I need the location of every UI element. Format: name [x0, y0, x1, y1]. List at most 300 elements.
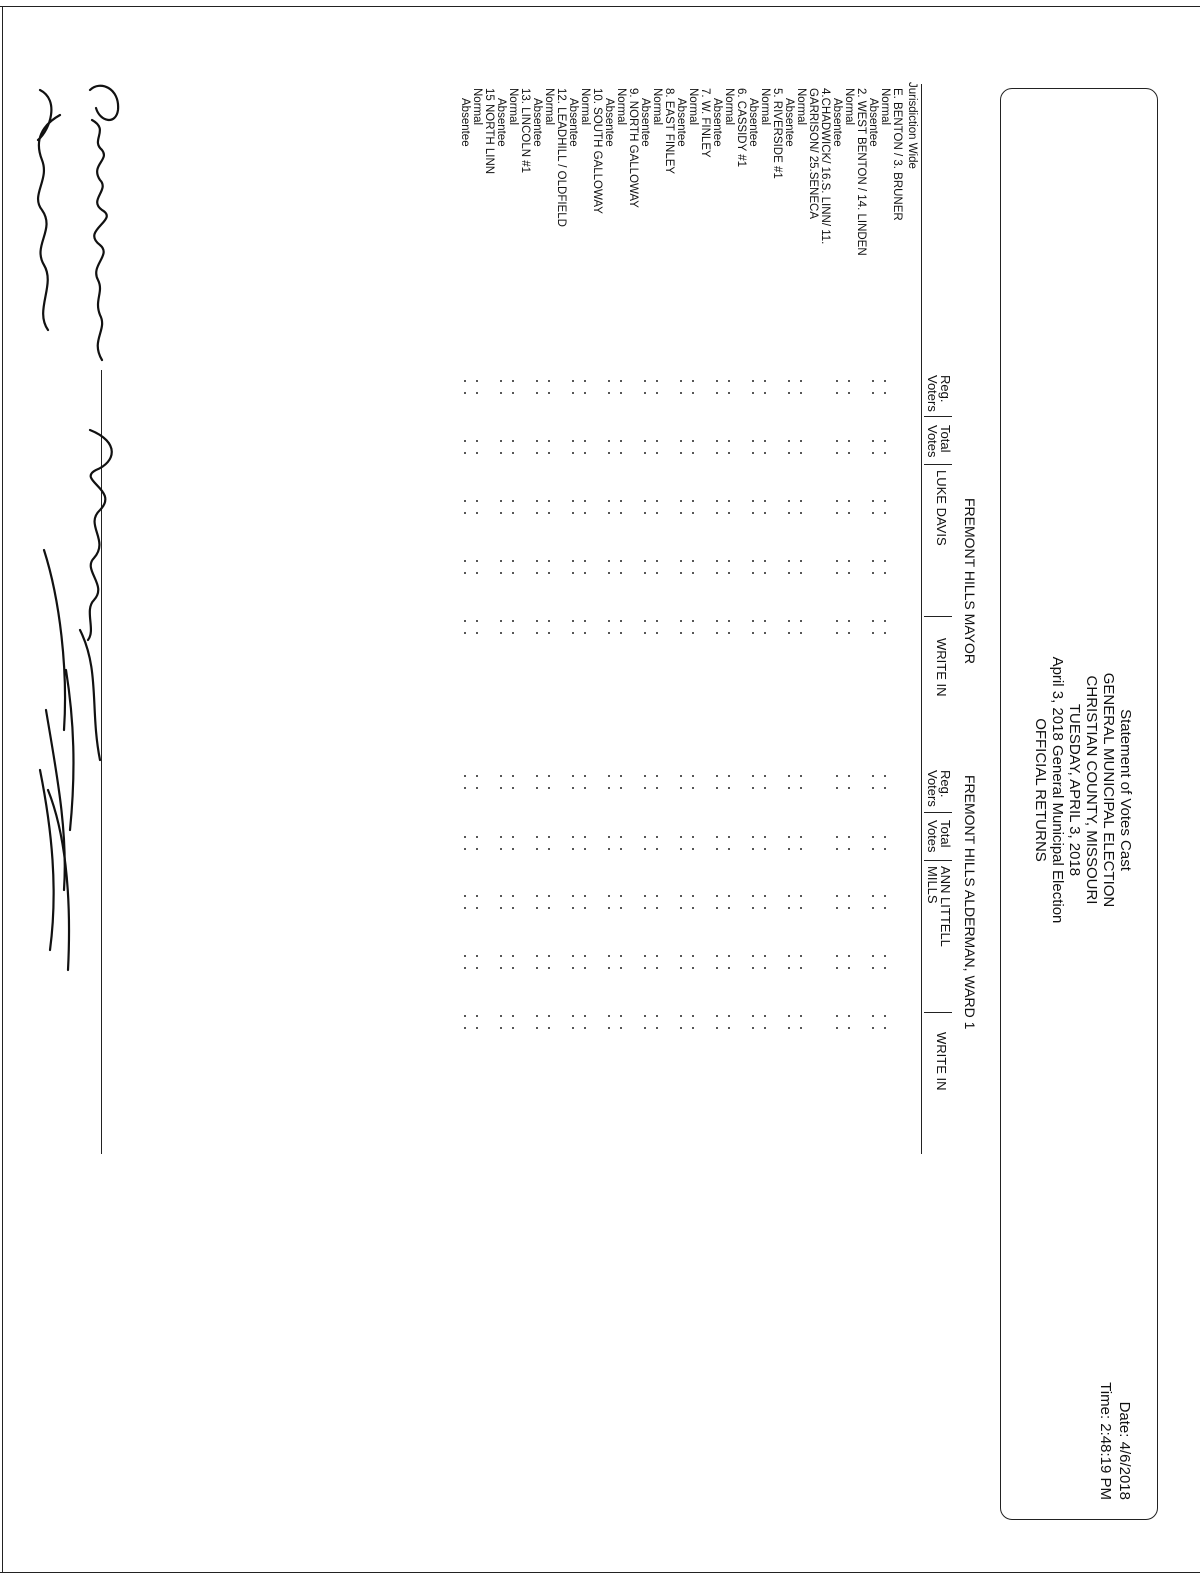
empty-cell-dot	[572, 380, 574, 382]
header-line-3: CHRISTIAN COUNTY, MISSOURI	[1083, 675, 1100, 905]
empty-cell-dot	[620, 955, 622, 957]
empty-cell-dot	[728, 392, 730, 394]
empty-cell-dot	[656, 380, 658, 382]
empty-cell-dot	[716, 380, 718, 382]
empty-cell-dot	[536, 572, 538, 574]
table-row	[868, 82, 878, 1082]
empty-cell-dot	[836, 440, 838, 442]
row-label: Absentee	[675, 98, 687, 147]
empty-cell-dot	[752, 1027, 754, 1029]
empty-cell-dot	[788, 440, 790, 442]
empty-cell-dot	[716, 775, 718, 777]
empty-cell-dot	[656, 1015, 658, 1017]
empty-cell-dot	[584, 512, 586, 514]
empty-cell-dot	[512, 620, 514, 622]
empty-cell-dot	[884, 392, 886, 394]
empty-cell-dot	[608, 836, 610, 838]
empty-cell-dot	[512, 560, 514, 562]
empty-cell-dot	[884, 512, 886, 514]
empty-cell-dot	[872, 775, 874, 777]
empty-cell-dot	[752, 392, 754, 394]
empty-cell-dot	[848, 907, 850, 909]
empty-cell-dot	[716, 836, 718, 838]
row-label: E. BENTON / 3. BRUNER	[891, 88, 903, 221]
empty-cell-dot	[620, 572, 622, 574]
empty-cell-dot	[884, 440, 886, 442]
empty-cell-dot	[728, 632, 730, 634]
table-row	[580, 82, 590, 1082]
empty-cell-dot	[512, 836, 514, 838]
row-label: Normal	[843, 88, 855, 126]
empty-cell-dot	[512, 380, 514, 382]
empty-cell-dot	[716, 620, 718, 622]
empty-cell-dot	[788, 452, 790, 454]
row-label: 15 NORTH LINN	[483, 88, 495, 175]
table-row	[520, 82, 530, 1082]
empty-cell-dot	[836, 895, 838, 897]
empty-cell-dot	[848, 500, 850, 502]
empty-cell-dot	[584, 620, 586, 622]
empty-cell-dot	[692, 955, 694, 957]
empty-cell-dot	[500, 787, 502, 789]
empty-cell-dot	[836, 500, 838, 502]
empty-cell-dot	[872, 452, 874, 454]
empty-cell-dot	[884, 572, 886, 574]
row-label: Absentee	[747, 98, 759, 147]
empty-cell-dot	[884, 787, 886, 789]
empty-cell-dot	[800, 512, 802, 514]
empty-cell-dot	[536, 967, 538, 969]
empty-cell-dot	[752, 620, 754, 622]
empty-cell-dot	[584, 392, 586, 394]
row-label: Normal	[879, 88, 891, 126]
empty-cell-dot	[716, 560, 718, 562]
empty-cell-dot	[680, 967, 682, 969]
row-label: Normal	[615, 88, 627, 126]
table-row	[712, 82, 722, 1082]
empty-cell-dot	[608, 787, 610, 789]
empty-cell-dot	[584, 632, 586, 634]
empty-cell-dot	[728, 836, 730, 838]
empty-cell-dot	[656, 632, 658, 634]
empty-cell-dot	[620, 1015, 622, 1017]
empty-cell-dot	[716, 1027, 718, 1029]
empty-cell-dot	[536, 955, 538, 957]
empty-cell-dot	[476, 836, 478, 838]
empty-cell-dot	[848, 848, 850, 850]
empty-cell-dot	[680, 632, 682, 634]
empty-cell-dot	[476, 620, 478, 622]
empty-cell-dot	[716, 452, 718, 454]
empty-cell-dot	[752, 895, 754, 897]
empty-cell-dot	[512, 392, 514, 394]
empty-cell-dot	[764, 452, 766, 454]
empty-cell-dot	[620, 452, 622, 454]
empty-cell-dot	[716, 907, 718, 909]
empty-cell-dot	[680, 907, 682, 909]
empty-cell-dot	[500, 440, 502, 442]
empty-cell-dot	[872, 848, 874, 850]
empty-cell-dot	[536, 512, 538, 514]
empty-cell-dot	[800, 775, 802, 777]
empty-cell-dot	[764, 1015, 766, 1017]
empty-cell-dot	[500, 392, 502, 394]
empty-cell-dot	[548, 836, 550, 838]
empty-cell-dot	[692, 848, 694, 850]
header-line-5: April 3, 2018 General Municipal Election	[1049, 656, 1066, 924]
empty-cell-dot	[716, 440, 718, 442]
row-label: Normal	[795, 88, 807, 126]
empty-cell-dot	[656, 392, 658, 394]
empty-cell-dot	[728, 895, 730, 897]
empty-cell-dot	[752, 632, 754, 634]
empty-cell-dot	[620, 500, 622, 502]
row-label: Normal	[723, 88, 735, 126]
empty-cell-dot	[464, 440, 466, 442]
empty-cell-dot	[680, 440, 682, 442]
empty-cell-dot	[608, 955, 610, 957]
empty-cell-dot	[500, 1015, 502, 1017]
empty-cell-dot	[884, 775, 886, 777]
empty-cell-dot	[656, 848, 658, 850]
empty-cell-dot	[872, 380, 874, 382]
table-row	[688, 82, 698, 1082]
empty-cell-dot	[884, 452, 886, 454]
empty-cell-dot	[584, 1015, 586, 1017]
row-label: Absentee	[567, 98, 579, 147]
empty-cell-dot	[764, 907, 766, 909]
empty-cell-dot	[884, 907, 886, 909]
empty-cell-dot	[584, 787, 586, 789]
empty-cell-dot	[764, 775, 766, 777]
empty-cell-dot	[512, 787, 514, 789]
empty-cell-dot	[464, 967, 466, 969]
empty-cell-dot	[464, 380, 466, 382]
empty-cell-dot	[788, 955, 790, 957]
empty-cell-dot	[548, 848, 550, 850]
empty-cell-dot	[764, 967, 766, 969]
table-row	[496, 82, 506, 1082]
empty-cell-dot	[500, 500, 502, 502]
empty-cell-dot	[692, 380, 694, 382]
empty-cell-dot	[716, 967, 718, 969]
empty-cell-dot	[716, 895, 718, 897]
empty-cell-dot	[800, 632, 802, 634]
empty-cell-dot	[752, 560, 754, 562]
row-label: Normal	[759, 88, 771, 126]
empty-cell-dot	[548, 392, 550, 394]
empty-cell-dot	[536, 907, 538, 909]
empty-cell-dot	[836, 848, 838, 850]
table-row	[820, 82, 830, 1082]
empty-cell-dot	[848, 836, 850, 838]
empty-cell-dot	[728, 787, 730, 789]
empty-cell-dot	[608, 392, 610, 394]
empty-cell-dot	[548, 967, 550, 969]
empty-cell-dot	[572, 775, 574, 777]
empty-cell-dot	[512, 1027, 514, 1029]
col-sep	[924, 812, 952, 813]
col-sep	[924, 464, 952, 465]
empty-cell-dot	[548, 895, 550, 897]
empty-cell-dot	[572, 572, 574, 574]
empty-cell-dot	[548, 907, 550, 909]
empty-cell-dot	[476, 787, 478, 789]
empty-cell-dot	[848, 620, 850, 622]
empty-cell-dot	[572, 500, 574, 502]
empty-cell-dot	[836, 512, 838, 514]
row-label: Normal	[579, 88, 591, 126]
row-label: Normal	[687, 88, 699, 126]
row-label: 10. SOUTH GALLOWAY	[591, 88, 603, 214]
empty-cell-dot	[608, 620, 610, 622]
empty-cell-dot	[512, 848, 514, 850]
empty-cell-dot	[728, 380, 730, 382]
empty-cell-dot	[656, 955, 658, 957]
empty-cell-dot	[620, 787, 622, 789]
empty-cell-dot	[500, 572, 502, 574]
empty-cell-dot	[584, 440, 586, 442]
empty-cell-dot	[548, 452, 550, 454]
empty-cell-dot	[476, 512, 478, 514]
empty-cell-dot	[872, 836, 874, 838]
table-row	[472, 82, 482, 1082]
empty-cell-dot	[512, 967, 514, 969]
empty-cell-dot	[572, 848, 574, 850]
empty-cell-dot	[788, 848, 790, 850]
empty-cell-dot	[728, 620, 730, 622]
empty-cell-dot	[872, 620, 874, 622]
empty-cell-dot	[692, 967, 694, 969]
empty-cell-dot	[536, 440, 538, 442]
empty-cell-dot	[572, 440, 574, 442]
empty-cell-dot	[584, 500, 586, 502]
table-row	[760, 82, 770, 1082]
empty-cell-dot	[836, 967, 838, 969]
empty-cell-dot	[644, 775, 646, 777]
empty-cell-dot	[800, 836, 802, 838]
empty-cell-dot	[476, 572, 478, 574]
empty-cell-dot	[548, 620, 550, 622]
empty-cell-dot	[692, 787, 694, 789]
empty-cell-dot	[728, 775, 730, 777]
empty-cell-dot	[692, 560, 694, 562]
empty-cell-dot	[656, 1027, 658, 1029]
table-row	[772, 82, 782, 1082]
empty-cell-dot	[656, 440, 658, 442]
empty-cell-dot	[464, 907, 466, 909]
empty-cell-dot	[656, 775, 658, 777]
empty-cell-dot	[464, 955, 466, 957]
empty-cell-dot	[728, 1015, 730, 1017]
empty-cell-dot	[548, 632, 550, 634]
empty-cell-dot	[620, 440, 622, 442]
empty-cell-dot	[620, 848, 622, 850]
empty-cell-dot	[500, 895, 502, 897]
empty-cell-dot	[572, 620, 574, 622]
empty-cell-dot	[572, 1015, 574, 1017]
empty-cell-dot	[644, 512, 646, 514]
empty-cell-dot	[848, 392, 850, 394]
empty-cell-dot	[764, 572, 766, 574]
empty-cell-dot	[836, 1015, 838, 1017]
empty-cell-dot	[656, 836, 658, 838]
empty-cell-dot	[572, 967, 574, 969]
table-row	[724, 82, 734, 1082]
empty-cell-dot	[752, 500, 754, 502]
empty-cell-dot	[848, 967, 850, 969]
empty-cell-dot	[644, 440, 646, 442]
empty-cell-dot	[872, 787, 874, 789]
empty-cell-dot	[728, 500, 730, 502]
row-label: Absentee	[867, 98, 879, 147]
header-line-6: OFFICIAL RETURNS	[1032, 718, 1049, 862]
table-row	[592, 82, 602, 1082]
empty-cell-dot	[680, 955, 682, 957]
empty-cell-dot	[476, 1027, 478, 1029]
empty-cell-dot	[872, 967, 874, 969]
empty-cell-dot	[716, 512, 718, 514]
empty-cell-dot	[848, 775, 850, 777]
jurisdiction-wide-label: Jurisdiction Wide	[906, 82, 918, 169]
empty-cell-dot	[680, 560, 682, 562]
empty-cell-dot	[884, 836, 886, 838]
row-label: Absentee	[831, 98, 843, 147]
empty-cell-dot	[500, 836, 502, 838]
empty-cell-dot	[836, 560, 838, 562]
empty-cell-dot	[788, 907, 790, 909]
empty-cell-dot	[752, 955, 754, 957]
col-write-in-alderman: WRITE IN	[934, 1032, 949, 1091]
empty-cell-dot	[476, 392, 478, 394]
empty-cell-dot	[788, 1015, 790, 1017]
empty-cell-dot	[848, 955, 850, 957]
table-row	[736, 82, 746, 1082]
empty-cell-dot	[692, 440, 694, 442]
row-label: Normal	[471, 88, 483, 126]
empty-cell-dot	[656, 452, 658, 454]
empty-cell-dot	[536, 848, 538, 850]
empty-cell-dot	[548, 572, 550, 574]
empty-cell-dot	[836, 392, 838, 394]
table-row	[640, 82, 650, 1082]
empty-cell-dot	[656, 500, 658, 502]
row-label: 12. LEADHILL / OLDFIELD	[555, 88, 567, 227]
empty-cell-dot	[656, 512, 658, 514]
empty-cell-dot	[548, 787, 550, 789]
empty-cell-dot	[800, 572, 802, 574]
empty-cell-dot	[788, 620, 790, 622]
empty-cell-dot	[728, 452, 730, 454]
empty-cell-dot	[872, 440, 874, 442]
report-date: Date: 4/6/2018	[1116, 1401, 1133, 1500]
empty-cell-dot	[608, 632, 610, 634]
empty-cell-dot	[644, 895, 646, 897]
empty-cell-dot	[692, 775, 694, 777]
table-row	[532, 82, 542, 1082]
empty-cell-dot	[680, 452, 682, 454]
row-label: 9. NORTH GALLOWAY	[627, 88, 639, 208]
empty-cell-dot	[788, 775, 790, 777]
empty-cell-dot	[476, 895, 478, 897]
empty-cell-dot	[848, 560, 850, 562]
empty-cell-dot	[752, 775, 754, 777]
empty-cell-dot	[512, 452, 514, 454]
empty-cell-dot	[788, 895, 790, 897]
empty-cell-dot	[716, 787, 718, 789]
table-row	[808, 82, 818, 1082]
empty-cell-dot	[788, 500, 790, 502]
empty-cell-dot	[872, 1015, 874, 1017]
empty-cell-dot	[656, 560, 658, 562]
empty-cell-dot	[692, 907, 694, 909]
empty-cell-dot	[884, 632, 886, 634]
empty-cell-dot	[716, 955, 718, 957]
empty-cell-dot	[584, 895, 586, 897]
row-label: Absentee	[639, 98, 651, 147]
empty-cell-dot	[764, 560, 766, 562]
empty-cell-dot	[800, 787, 802, 789]
table-row	[616, 82, 626, 1082]
empty-cell-dot	[464, 560, 466, 562]
empty-cell-dot	[548, 512, 550, 514]
row-label: Absentee	[711, 98, 723, 147]
empty-cell-dot	[464, 775, 466, 777]
empty-cell-dot	[644, 1015, 646, 1017]
table-row	[748, 82, 758, 1082]
empty-cell-dot	[644, 392, 646, 394]
empty-cell-dot	[680, 1027, 682, 1029]
table-row	[544, 82, 554, 1082]
row-label: 8. EAST FINLEY	[663, 88, 675, 175]
empty-cell-dot	[500, 1027, 502, 1029]
empty-cell-dot	[584, 848, 586, 850]
empty-cell-dot	[548, 500, 550, 502]
empty-cell-dot	[752, 452, 754, 454]
row-label: Normal	[543, 88, 555, 126]
empty-cell-dot	[800, 440, 802, 442]
empty-cell-dot	[644, 1027, 646, 1029]
empty-cell-dot	[572, 907, 574, 909]
empty-cell-dot	[536, 836, 538, 838]
table-row	[664, 82, 674, 1082]
empty-cell-dot	[716, 572, 718, 574]
contest-title-mayor: FREMONT HILLS MAYOR	[962, 498, 978, 664]
empty-cell-dot	[872, 895, 874, 897]
empty-cell-dot	[548, 775, 550, 777]
empty-cell-dot	[584, 955, 586, 957]
contest-title-alderman: FREMONT HILLS ALDERMAN, WARD 1	[962, 775, 978, 1030]
empty-cell-dot	[608, 1015, 610, 1017]
empty-cell-dot	[608, 512, 610, 514]
empty-cell-dot	[884, 955, 886, 957]
empty-cell-dot	[728, 967, 730, 969]
empty-cell-dot	[752, 836, 754, 838]
empty-cell-dot	[716, 392, 718, 394]
empty-cell-dot	[836, 836, 838, 838]
empty-cell-dot	[800, 1015, 802, 1017]
row-label: 4.CHADWICK/ 16.S. LINN/ 11.	[819, 88, 831, 245]
empty-cell-dot	[644, 380, 646, 382]
row-label: 5. RIVERSIDE #1	[771, 88, 783, 179]
empty-cell-dot	[680, 848, 682, 850]
row-label: Absentee	[783, 98, 795, 147]
empty-cell-dot	[836, 632, 838, 634]
empty-cell-dot	[500, 512, 502, 514]
empty-cell-dot	[536, 560, 538, 562]
empty-cell-dot	[464, 787, 466, 789]
empty-cell-dot	[584, 967, 586, 969]
